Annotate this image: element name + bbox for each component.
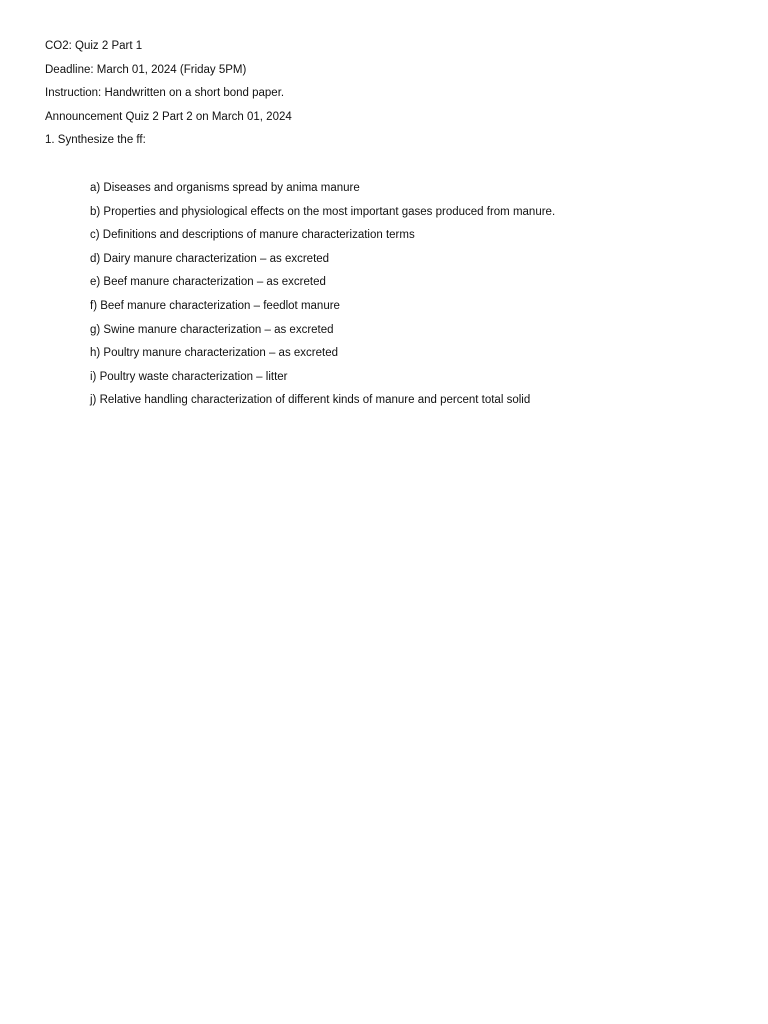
list-item: d) Dairy manure characterization – as excreted (90, 252, 330, 265)
list-item: j) Relative handling characterization of different kinds of manure and percent total solid (90, 394, 531, 407)
question-line: 1. Synthesize the ff: (45, 134, 146, 147)
deadline-line: Deadline: March 01, 2024 (Friday 5PM) (45, 63, 247, 76)
list-item: c) Definitions and descriptions of manure characterization terms (90, 229, 415, 242)
list-item: f) Beef manure characterization – feedlot manure (90, 299, 340, 312)
list-item: h) Poultry manure characterization – as excreted (90, 347, 339, 360)
list-item: a) Diseases and organisms spread by anima manure (90, 182, 360, 194)
synthesis-item-list (90, 180, 555, 416)
instruction-line: Instruction: Handwritten on a short bond paper. (45, 87, 285, 100)
list-item: i) Poultry waste characterization – litter (90, 370, 288, 383)
document-header (45, 38, 292, 156)
quiz-title: CO2: Quiz 2 Part 1 (45, 40, 143, 52)
announcement-line: Announcement Quiz 2 Part 2 on March 01, 2024 (45, 110, 292, 123)
list-item: g) Swine manure characterization – as excreted (90, 323, 334, 336)
list-item: e) Beef manure characterization – as excreted (90, 276, 326, 289)
list-item: b) Properties and physiological effects on the most important gases produced from manure. (90, 205, 556, 218)
